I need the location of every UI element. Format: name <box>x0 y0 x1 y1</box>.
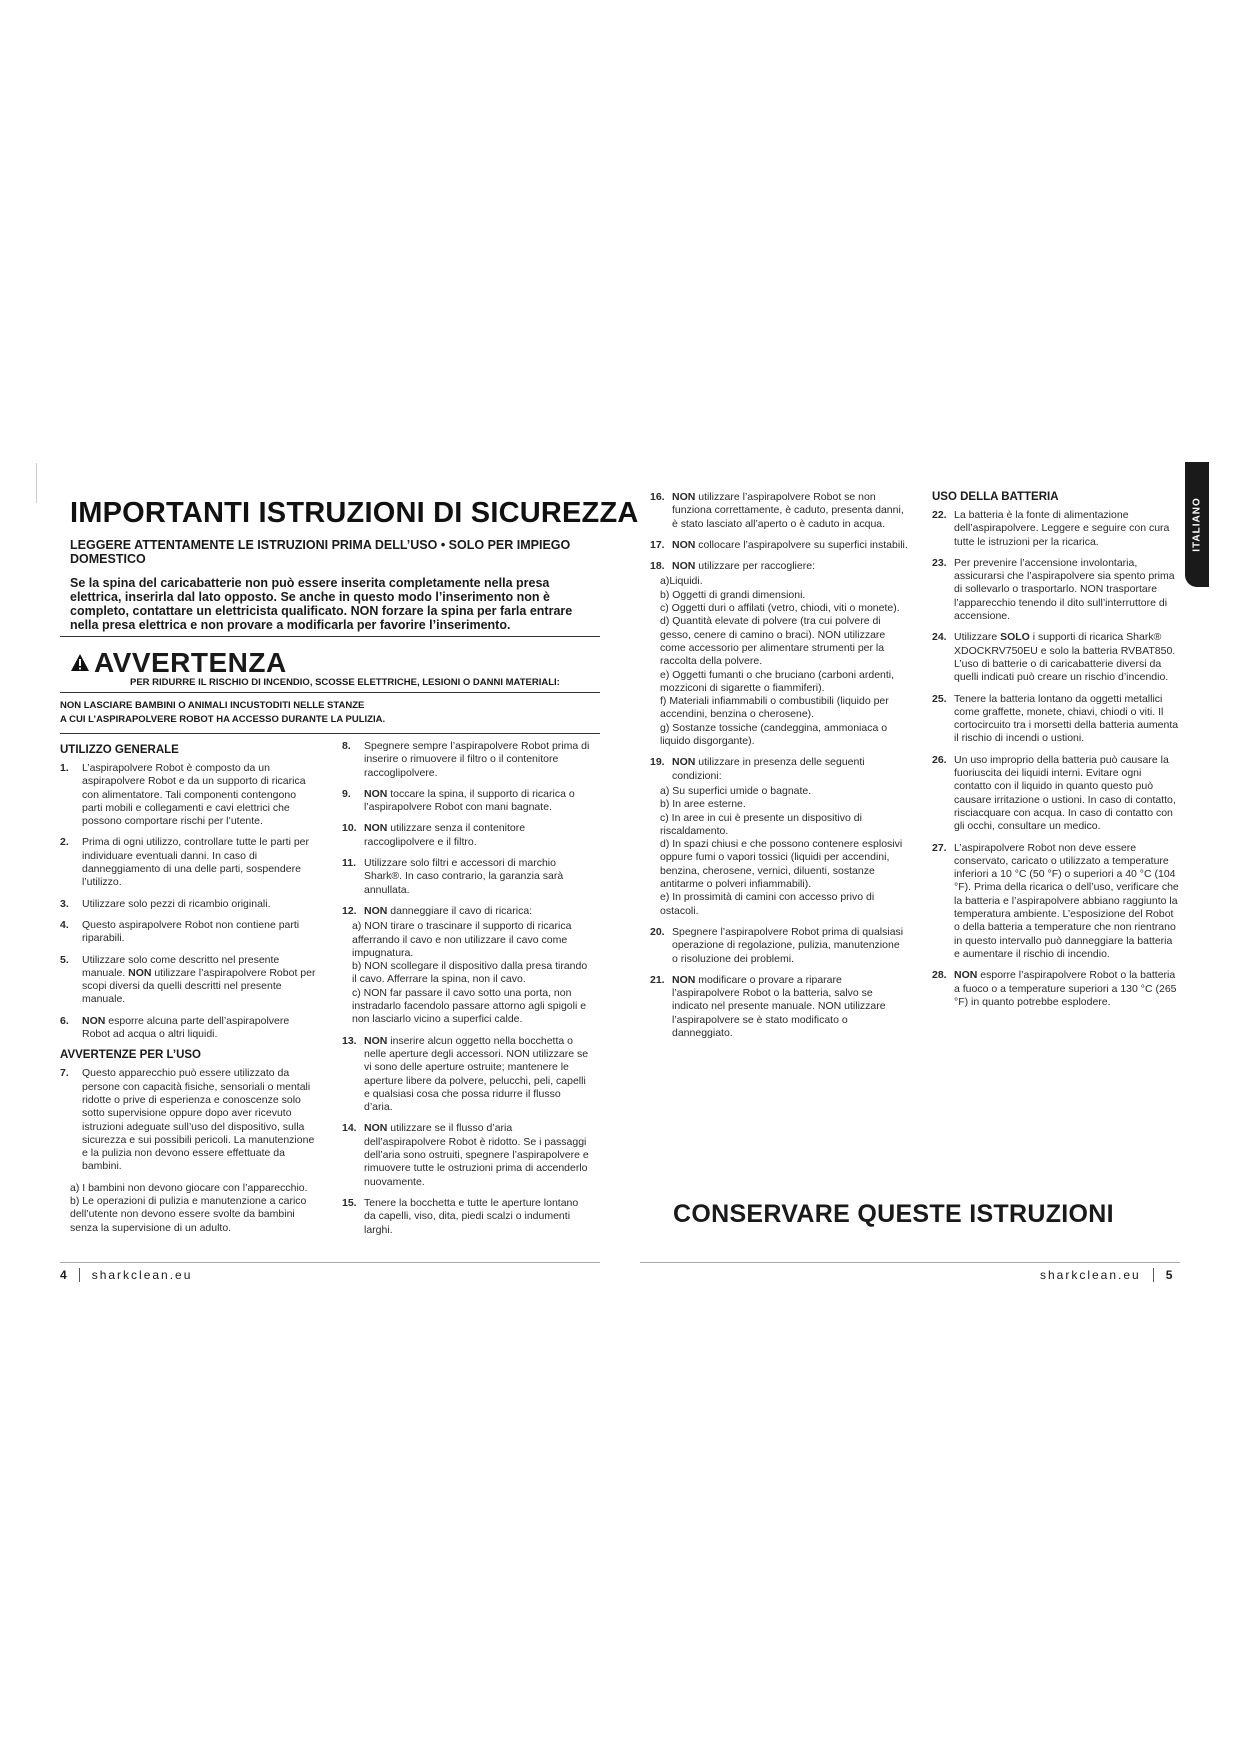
item-text: NON toccare la spina, il supporto di ricarica o l’aspirapolvere Robot con mani bagnate. <box>364 787 575 814</box>
item-number: 26. <box>932 753 947 766</box>
item-text: Spegnere sempre l’aspirapolvere Robot prima di inserire o rimuovere il filtro o il contenitore raccoglipolvere. <box>364 740 590 779</box>
warning-heading <box>70 647 600 679</box>
section-title-general: UTILIZZO GENERALE <box>60 744 179 756</box>
column-2 <box>342 740 590 1245</box>
page-number: 5 <box>1165 1268 1173 1282</box>
item-number: 4. <box>60 918 69 931</box>
list-item <box>60 919 318 946</box>
sub-item: g) Sostanze tossiche (candeggina, ammoniaca o liquido disgorgante). <box>660 721 888 748</box>
column-1 <box>60 740 318 1245</box>
item-number: 28. <box>932 969 947 982</box>
right-columns <box>650 491 1190 1048</box>
list-col3b <box>650 926 908 1040</box>
item-text: Per prevenire l’accensione involontaria, assicurarsi che l’aspirapolvere sia spento prima di sollevarlo o trasportarlo. NON trasportare l’apparecchio tenendo il dito sull’interruttore di accensione. <box>954 556 1175 623</box>
item-text: Utilizzare solo pezzi di ricambio originali. <box>82 897 271 910</box>
list-item <box>650 539 908 552</box>
item-number: 8. <box>342 740 351 752</box>
footer-site: sharkclean.eu <box>91 1268 193 1282</box>
list-item <box>650 491 908 531</box>
item-text: Prima di ogni utilizzo, controllare tutte le parti per individuare eventuali danni. In caso di danneggiamento di una delle parti, sospendere l’utilizzo. <box>82 836 310 889</box>
list-item <box>342 905 590 918</box>
item-text: NON danneggiare il cavo di ricarica: <box>364 904 533 917</box>
divider <box>60 692 600 693</box>
list-item <box>60 1067 318 1173</box>
list-item <box>342 740 590 780</box>
item-number: 20. <box>650 925 665 938</box>
item-text: L’aspirapolvere Robot non deve essere conservato, caricato o utilizzato a temperature inferiori a 10 °C (50 °F) o superiori a 40 °C (104 °F). Prima della ricarica o dell’uso, verificare che la batteria e l’aspirapolvere abbiano raggiunto la temperatura ambiente. L’esposizione del Robot o della batteria a temperature che non rientrano in questo intervallo può danneggiare la batteria e aumentare il rischio di incendio. <box>954 841 1179 960</box>
list-item <box>650 926 908 966</box>
item-number: 17. <box>650 538 665 551</box>
battery-list <box>932 509 1180 1009</box>
item-number: 14. <box>342 1122 357 1135</box>
subtitle: LEGGERE ATTENTAMENTE LE ISTRUZIONI PRIMA DELL’USO • SOLO PER IMPIEGO DOMESTICO <box>70 538 571 566</box>
list-item <box>342 1122 590 1188</box>
section-title-warnings: AVVERTENZE PER L’USO <box>60 1049 202 1062</box>
page-number: 4 <box>60 1268 67 1282</box>
item-number: 6. <box>60 1014 69 1027</box>
item-number: 13. <box>342 1034 357 1047</box>
list-item <box>342 1197 590 1237</box>
item-number: 23. <box>932 556 947 569</box>
list-item <box>932 557 1180 623</box>
list-item <box>60 898 318 911</box>
item-text: Utilizzare SOLO i supporti di ricarica Shark® XDOCKRV750EU e solo la batteria RVBAT850. L’uso di batterie o di caricabatterie diversi da quelli indicati può creare un rischio d’incendio. <box>954 631 1176 684</box>
item-text: Tenere la bocchetta e tutte le aperture lontano da capelli, viso, dita, piedi scalzi o indumenti larghi. <box>364 1196 579 1236</box>
sub-item: b) In aree esterne. <box>660 798 746 811</box>
warning-icon <box>70 653 90 673</box>
sub-item: e) Oggetti fumanti o che bruciano (carboni ardenti, mozziconi di sigarette o fiammiferi). <box>660 668 895 694</box>
item-number: 21. <box>650 973 665 986</box>
conserve-heading: CONSERVARE QUESTE ISTRUZIONI <box>673 1200 1114 1228</box>
item-number: 11. <box>342 857 357 870</box>
item-text: NON inserire alcun oggetto nella bocchetta o nelle aperture degli accessori. NON utilizzare se vi sono delle aperture ostruite; mantenere le aperture libere da polvere, pelucchi, peli, capelli e qualsiasi cosa che possa ridurre il flusso d’aria. <box>364 1034 589 1114</box>
list-item <box>932 969 1180 1009</box>
intro-text: Se la spina del caricabatterie non può essere inserita completamente nella presa elettrica, inserirla dal lato opposto. Se anche in questo modo l’inserimento non è completo, contattare un elettricista qualificato. NON forzare la spina per farla entrare nella presa elettrica e non provare a modificarla per favorire l’inserimento. <box>70 576 573 632</box>
item-number: 18. <box>650 560 665 573</box>
sub-item: a) Su superfici umide o bagnate. <box>660 784 812 797</box>
sub-list-18 <box>650 575 908 748</box>
item-number: 25. <box>932 692 947 705</box>
sub-list-19 <box>650 785 908 918</box>
sub-item: a) I bambini non devono giocare con l’apparecchio. <box>70 1181 308 1194</box>
item-number: 1. <box>60 762 69 774</box>
sub-item: f) Materiali infiammabili o combustibili (liquido per accendini, benzina o cherosene). <box>660 695 889 721</box>
list-item <box>342 822 590 849</box>
footer-site: sharkclean.eu <box>1040 1268 1141 1282</box>
item-number: 3. <box>60 897 69 910</box>
list-item <box>650 560 908 573</box>
footer-separator <box>1153 1268 1154 1282</box>
item-number: 7. <box>60 1067 69 1080</box>
left-columns <box>60 740 600 1245</box>
language-tab-label: ITALIANO <box>1191 497 1203 552</box>
item-number: 24. <box>932 631 947 644</box>
list-item <box>932 842 1180 962</box>
list-item <box>932 754 1180 834</box>
column-4 <box>932 491 1180 1048</box>
item-text: L’aspirapolvere Robot è composto da un aspirapolvere Robot e da un supporto di ricarica con alimentatore. Tali componenti contengono parti mobili e collegamenti e cavi elettrici che possono comportare rischi per l’utente. <box>82 762 306 828</box>
list-item <box>60 954 318 1007</box>
page-title: IMPORTANTI ISTRUZIONI DI SICUREZZA <box>70 497 639 529</box>
item-number: 22. <box>932 509 947 521</box>
warning-title: AVVERTENZA <box>94 647 287 678</box>
list-col2b <box>342 1035 590 1237</box>
item-text: NON collocare l’aspirapolvere su superfici instabili. <box>672 538 908 551</box>
sub-item: e) In prossimità di camini con accesso privo di ostacoli. <box>660 891 875 917</box>
sub-item: a)Liquidi. <box>660 575 703 588</box>
item-text: NON utilizzare in presenza delle seguenti condizioni: <box>672 756 865 782</box>
list-item <box>932 509 1180 549</box>
section-title-battery: USO DELLA BATTERIA <box>932 491 1059 503</box>
item-number: 27. <box>932 841 947 854</box>
item-text: La batteria è la fonte di alimentazione dell’aspirapolvere. Leggere e seguire con cura tutte le istruzioni per la ricarica. <box>954 509 1170 548</box>
list-item <box>342 788 590 815</box>
list-item <box>932 631 1180 684</box>
item-text: NON utilizzare senza il contenitore raccoglipolvere e il filtro. <box>364 822 526 848</box>
item-number: 15. <box>342 1196 357 1209</box>
language-tab <box>1185 462 1209 587</box>
footer-separator <box>79 1268 80 1282</box>
general-list <box>60 762 318 1041</box>
footer-rule <box>60 1262 600 1263</box>
item-text: Questo aspirapolvere Robot non contiene parti riparabili. <box>82 918 300 945</box>
divider <box>60 636 600 637</box>
item-text: NON utilizzare l’aspirapolvere Robot se non funziona correttamente, è caduto, presenta danni, è stato lasciato all’aperto o è caduto in acqua. <box>672 491 904 530</box>
sub-item: b) NON scollegare il dispositivo dalla presa tirando il cavo. Afferrare la spina, non il cavo. <box>352 960 588 986</box>
list-col3 <box>650 491 908 552</box>
item-text: Tenere la batteria lontano da oggetti metallici come graffette, monete, chiavi, chiodi o viti. Il cortocircuito tra i morsetti della batteria aumenta il rischio di incendi o ustioni. <box>954 692 1179 745</box>
sub-item: b) Le operazioni di pulizia e manutenzione a carico dell’utente non devono essere svolte da bambini senza la supervisione di un adulto. <box>70 1195 307 1234</box>
item-number: 5. <box>60 953 69 966</box>
sub-item: c) NON far passare il cavo sotto una porta, non instradarlo facendolo passare attorno agli spigoli e non lasciarlo vicino a superfici calde. <box>352 986 587 1026</box>
sub-item: a) NON tirare o trascinare il supporto di ricarica afferrando il cavo e non utilizzare il cavo come impugnatura. <box>352 920 572 959</box>
left-page <box>60 455 639 1245</box>
sub-item: b) Oggetti di grandi dimensioni. <box>660 588 806 601</box>
sub-item: c) In aree in cui è presente un dispositivo di riscaldamento. <box>660 811 862 837</box>
item-number: 10. <box>342 822 357 835</box>
list-col2 <box>342 740 590 897</box>
item-text: NON utilizzare se il flusso d’aria dell’aspirapolvere Robot è ridotto. Se i passaggi dell’aria sono ostruiti, spegnere l’aspirapolvere e rimuovere tutte le ostruzioni prima di accenderlo nuovamente. <box>364 1122 589 1188</box>
item-text: NON modificare o provare a riparare l’aspirapolvere Robot o la batteria, salvo se indicato nel presente manuale. NON utilizzare l’aspirapolvere se è stato modificato o danneggiato. <box>672 973 886 1039</box>
list-item <box>342 857 590 897</box>
divider <box>60 733 600 734</box>
page-edge-mark <box>36 463 37 503</box>
column-3 <box>650 491 908 1048</box>
footer-rule <box>640 1262 1180 1263</box>
item-text: Un uso improprio della batteria può causare la fuoriuscita dei liquidi interni. Evitare ogni contatto con il liquido in quanto questo può causare irritazione o ustioni. In caso di contatto, risciacquare con acqua. In caso di contatto con gli occhi, consultare un medico. <box>954 753 1176 833</box>
item-text: NON esporre alcuna parte dell’aspirapolvere Robot ad acqua o altri liquidi. <box>82 1014 290 1041</box>
sub-item: d) In spazi chiusi e che possono contenere esplosivi oppure fumi o vapori tossici (liquidi per accendini, benzina, cherosene, vernici, diluenti, sostanze antitarme o polveri infiammabili). <box>660 838 903 891</box>
item-number: 12. <box>342 904 357 917</box>
right-page <box>650 455 1190 1048</box>
sub-item: d) Quantità elevate di polvere (tra cui polvere di gesso, cenere di camino o braci). NON utilizzare come accessorio per alimentare strumenti per la raccolta della polvere. <box>660 615 886 668</box>
item-number: 19. <box>650 756 665 769</box>
list-item <box>650 974 908 1040</box>
item-text: Utilizzare solo filtri e accessori di marchio Shark®. In caso contrario, la garanzia sarà annullata. <box>364 857 564 896</box>
list-item <box>60 836 318 889</box>
item-number: 9. <box>342 787 351 800</box>
sub-item: c) Oggetti duri o affilati (vetro, chiodi, viti o monete). <box>660 602 900 615</box>
list-item <box>932 693 1180 746</box>
caution-line: NON LASCIARE BAMBINI O ANIMALI INCUSTODITI NELLE STANZE <box>60 700 365 711</box>
list-item <box>342 1035 590 1115</box>
list-item <box>60 1015 318 1042</box>
item-text: NON esporre l’aspirapolvere Robot o la batteria a fuoco o a temperature superiori a 130 °C (265 °F) in quanto potrebbe esplodere. <box>954 969 1177 1008</box>
item-text: Spegnere l’aspirapolvere Robot prima di qualsiasi operazione di regolazione, pulizia, manutenzione o risoluzione dei problemi. <box>672 925 904 965</box>
list-item <box>650 756 908 783</box>
item-text: NON utilizzare per raccogliere: <box>672 560 815 573</box>
list-item <box>60 762 318 828</box>
item-text: Questo apparecchio può essere utilizzato da persone con capacità fisiche, sensoriali o mentali ridotte o prive di esperienza e conoscenze solo sotto supervisione oppure dopo aver ricevuto istruzioni adeguate sull’uso del dispositivo, sulla sicurezza e sui possibili pericoli. La manutenzione e la pulizia non devono essere effettuate da bambini. <box>82 1067 315 1173</box>
warning-subtitle: PER RIDURRE IL RISCHIO DI INCENDIO, SCOSSE ELETTRICHE, LESIONI O DANNI MATERIALI: <box>130 677 560 688</box>
footer-left <box>60 1268 192 1282</box>
item-number: 2. <box>60 836 69 849</box>
caution-line: A CUI L’ASPIRAPOLVERE ROBOT HA ACCESSO DURANTE LA PULIZIA. <box>60 714 386 725</box>
item-number: 16. <box>650 491 665 503</box>
caution-text <box>60 699 600 727</box>
item-text: Utilizzare solo come descritto nel presente manuale. NON utilizzare l’aspirapolvere Robot per scopi diversi da quelli descritti nel presente manuale. <box>82 953 316 1006</box>
footer-right <box>1040 1268 1172 1282</box>
